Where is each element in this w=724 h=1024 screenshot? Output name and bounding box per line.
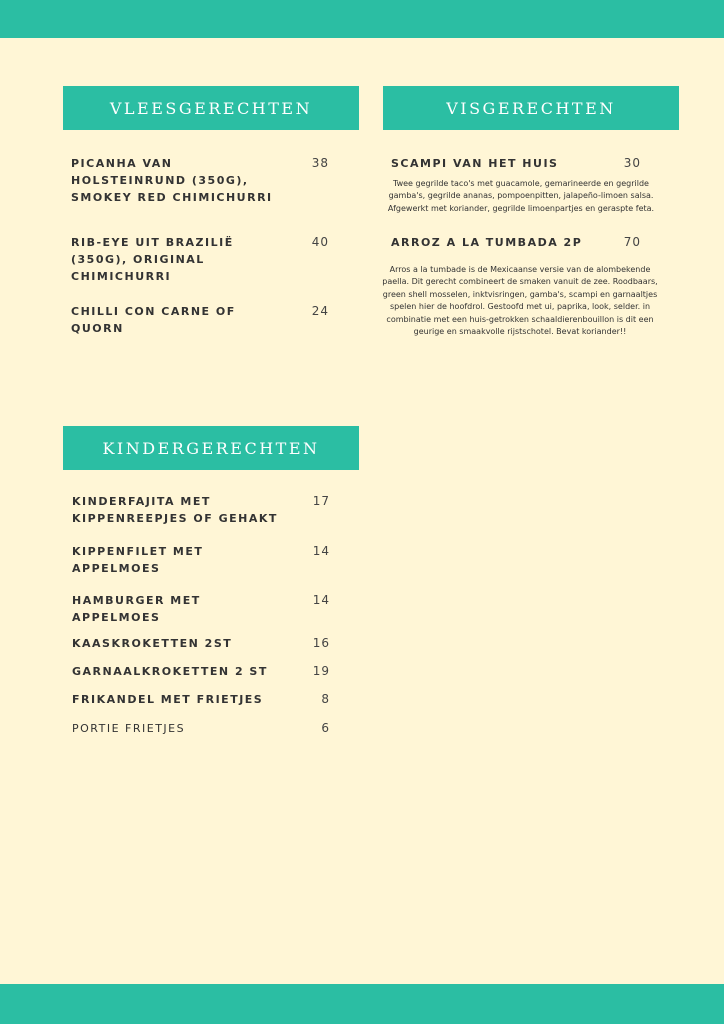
menu-item-price: 14 <box>312 593 330 607</box>
menu-item-name: KAASKROKETTEN 2ST <box>72 637 233 650</box>
menu-item-name: HAMBURGER MET APPELMOES <box>72 594 201 624</box>
section-header-kinder: KINDERGERECHTEN <box>63 426 359 470</box>
menu-item-name: GARNAALKROKETTEN 2 ST <box>72 665 268 678</box>
top-band <box>0 0 724 38</box>
menu-item-price: 70 <box>623 235 641 249</box>
menu-item-description: Twee gegrilde taco's met guacamole, gemarineerde en gegrilde gamba's, gegrilde ananas, pompoenpitten, jalapeño-limoen salsa. Afgewerkt met koriander, gegrilde limoenpartjes en geraspte feta. <box>387 179 655 213</box>
menu-item-name: RIB-EYE UIT BRAZILIË (350G), ORIGINAL CHIMICHURRI <box>71 236 234 283</box>
menu-item-name: PORTIE FRIETJES <box>72 722 186 735</box>
section-header-vis: VISGERECHTEN <box>383 86 679 130</box>
menu-item-name: KINDERFAJITA MET KIPPENREEPJES OF GEHAKT <box>72 495 278 525</box>
section-header-vlees: VLEESGERECHTEN <box>63 86 359 130</box>
menu-item-name: CHILLI CON CARNE OF QUORN <box>71 305 236 335</box>
menu-item-price: 38 <box>311 156 329 170</box>
menu-item-name: FRIKANDEL MET FRIETJES <box>72 693 264 706</box>
menu-item-price: 8 <box>321 692 330 706</box>
menu-item-price: 14 <box>312 544 330 558</box>
menu-item-name: SCAMPI VAN HET HUIS <box>391 157 559 170</box>
menu-item-price: 40 <box>311 235 329 249</box>
menu-item-price: 6 <box>321 721 330 735</box>
menu-item-name: KIPPENFILET MET APPELMOES <box>72 545 204 575</box>
menu-item-name: PICANHA VAN HOLSTEINRUND (350G), SMOKEY RED CHIMICHURRI <box>71 157 273 204</box>
menu-item-price: 30 <box>623 156 641 170</box>
bottom-band <box>0 984 724 1024</box>
menu-item-price: 17 <box>312 494 330 508</box>
menu-item-price: 16 <box>312 636 330 650</box>
menu-item-price: 24 <box>311 304 329 318</box>
menu-item-price: 19 <box>312 664 330 678</box>
menu-item-name: ARROZ A LA TUMBADA 2P <box>391 236 583 249</box>
menu-item-description: Arros a la tumbade is de Mexicaanse versie van de alombekende paella. Dit gerecht combineert de smaken vanuit de zee. Roodbaars, green shell mosselen, inktvisringen, gamba's, scampi en garnaaltjes spelen hier de hoofdrol. Gestoofd met ui, paprika, look, selder. in combinatie met een huis-getrokken schaaldierenbouillon is dit een geurige en smaakvolle rijstschotel. Bevat koriander!! <box>382 265 658 337</box>
